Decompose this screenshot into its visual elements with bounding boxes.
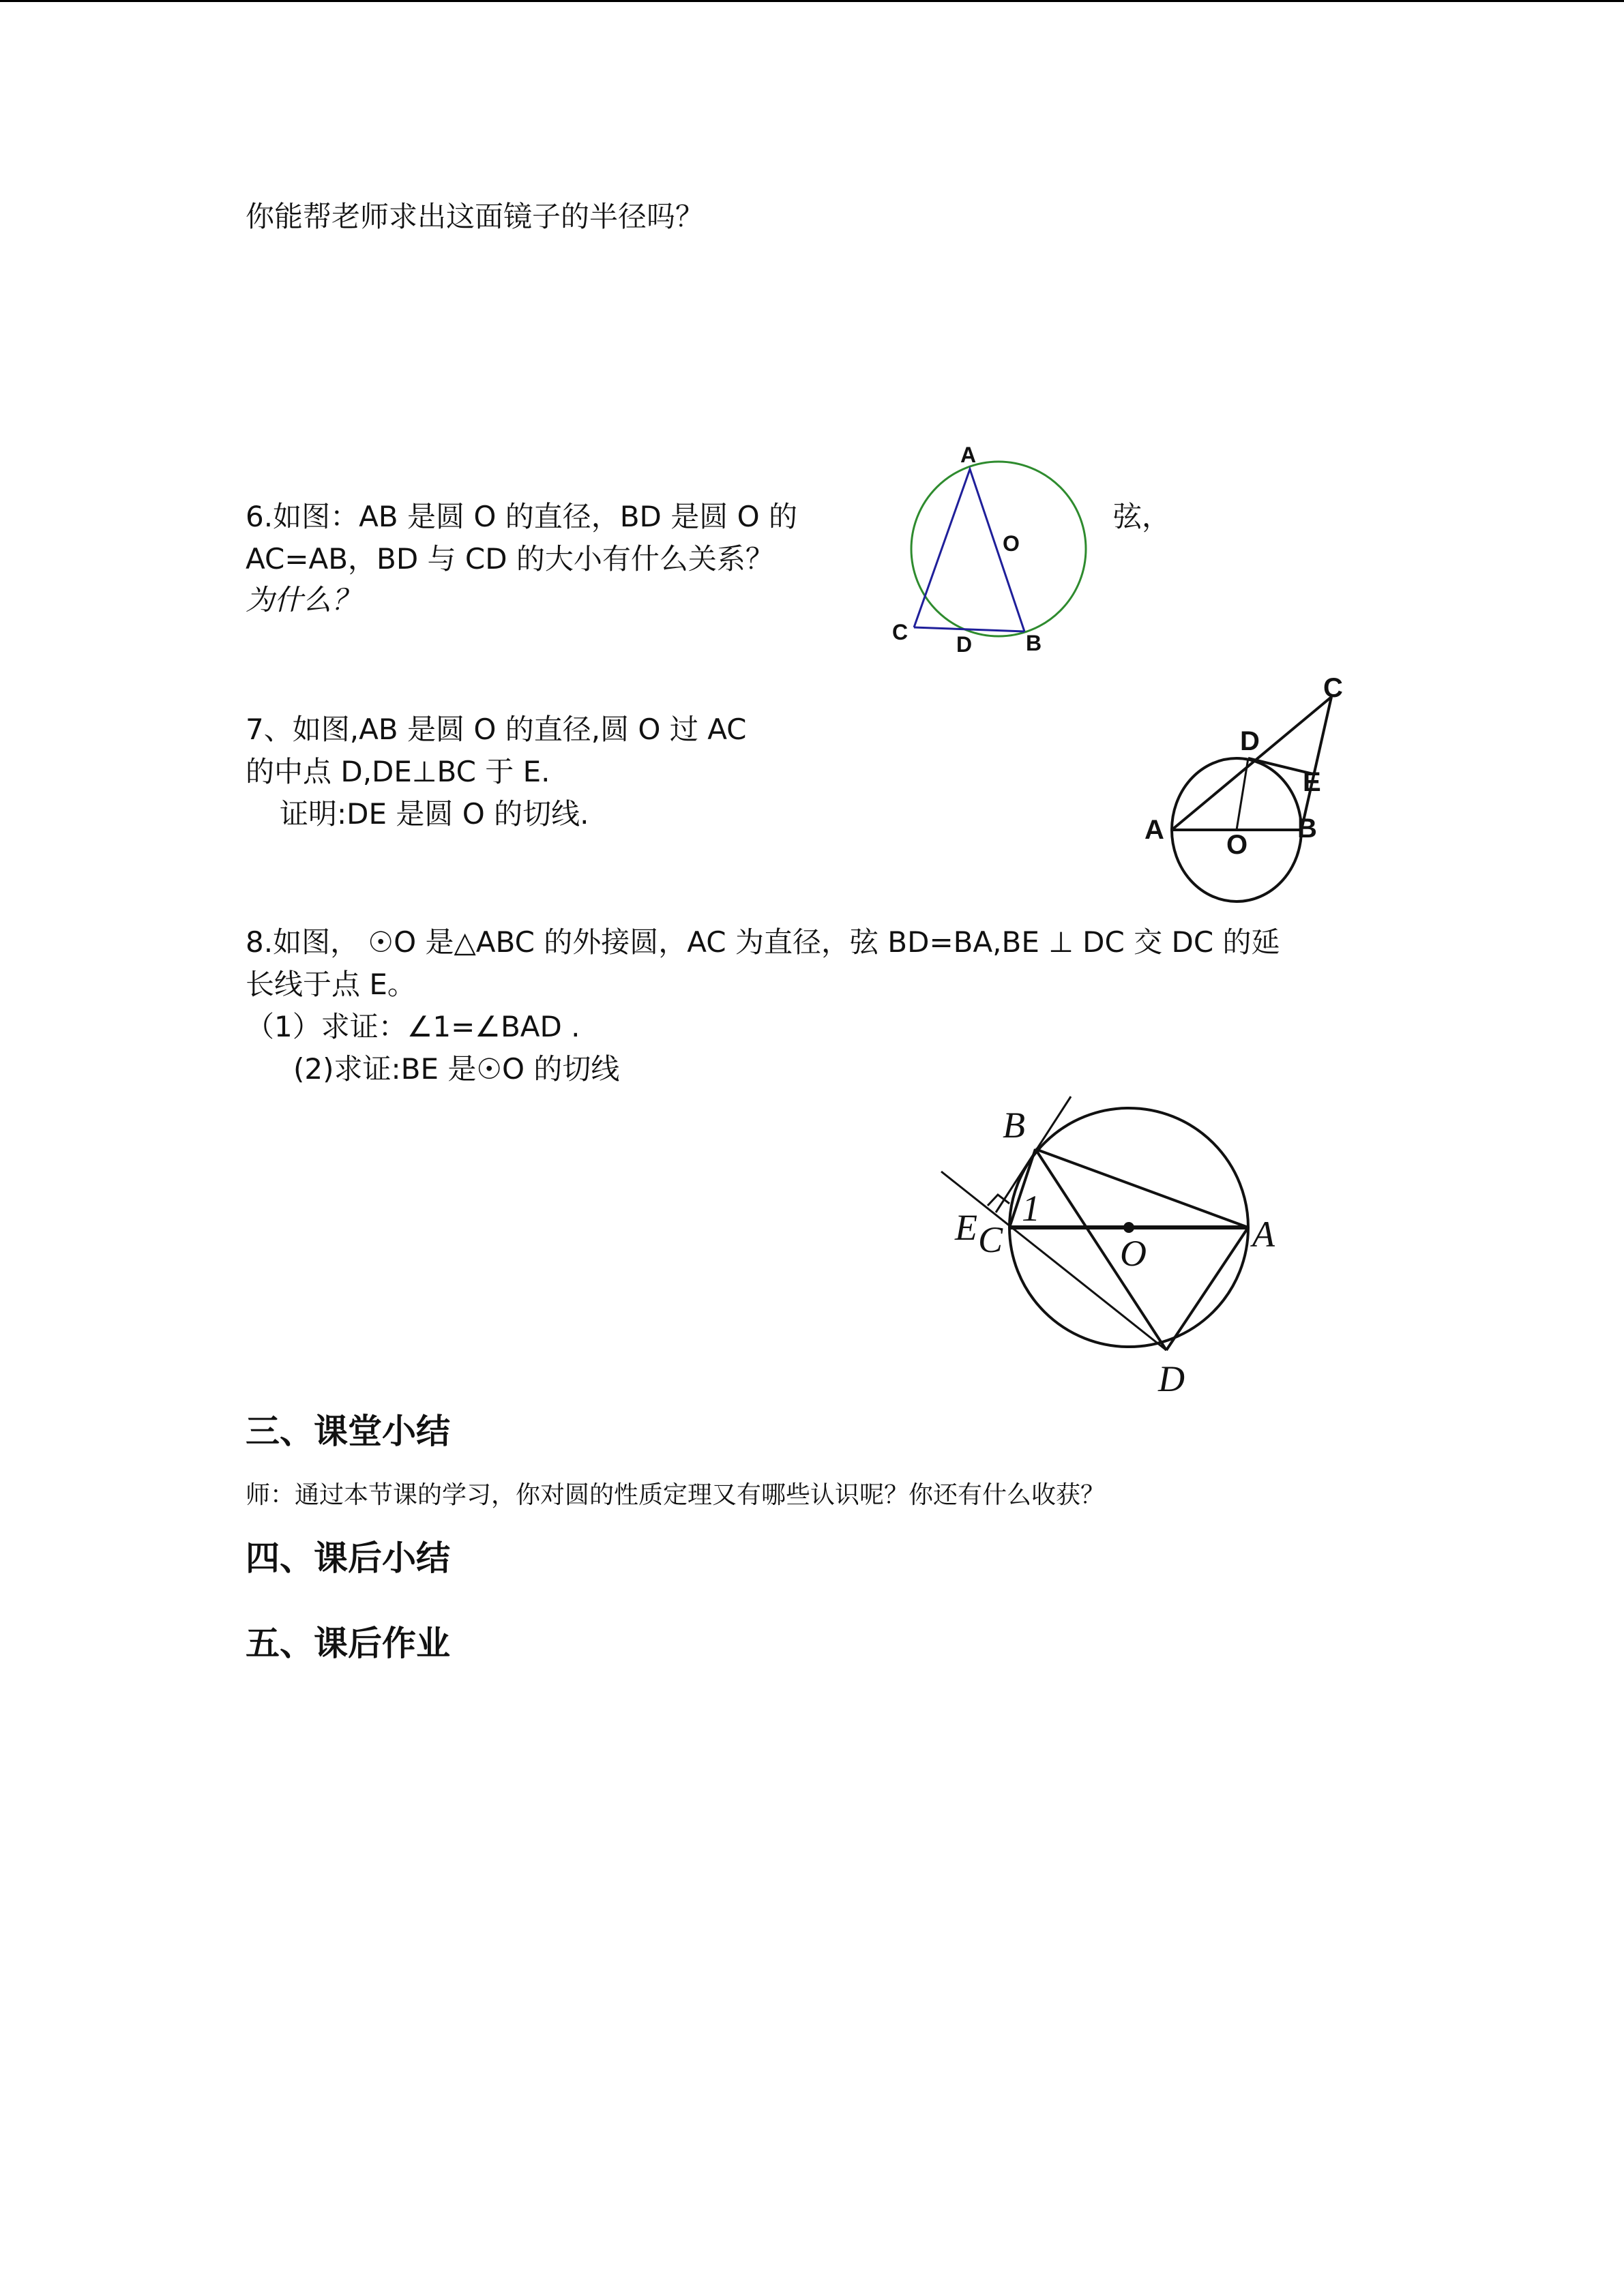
section-4-heading: 四、课后小结 [246, 1538, 450, 1578]
q6-line-3: 为什么？ [246, 583, 361, 616]
section-5-heading: 五、课后作业 [246, 1624, 450, 1663]
q8-figure [934, 1091, 1289, 1405]
q6-line-2: AC=AB，BD 与 CD 的大小有什么关系？ [246, 542, 774, 576]
page-top-border [0, 0, 1624, 2]
q7-label-c: C [1323, 673, 1343, 703]
intro-question: 你能帮老师求出这面镜子的半径吗？ [246, 200, 705, 233]
q8-label-b: B [1003, 1105, 1025, 1146]
q7-figure [1139, 675, 1364, 907]
q8-label-a: A [1252, 1214, 1275, 1255]
q6-figure [887, 436, 1112, 661]
q6-label-o: O [1003, 531, 1020, 556]
section-3-heading: 三、课堂小结 [246, 1412, 450, 1451]
q7-line-od [1237, 758, 1248, 830]
q8-line-2: 长线于点 E。 [246, 968, 416, 1001]
q8-line-3: （1）求证：∠1=∠BAD . [246, 1010, 580, 1043]
q7-label-o: O [1226, 830, 1248, 860]
q7-line-2: 的中点 D,DE⊥BC 于 E. [246, 755, 550, 788]
q6-label-c: C [892, 620, 909, 644]
q7-label-e: E [1303, 767, 1321, 797]
q7-line-3: 证明:DE 是圆 O 的切线. [280, 797, 589, 831]
q8-label-c: C [978, 1219, 1003, 1260]
q6-label-b: B [1026, 631, 1042, 655]
q6-label-d: D [956, 632, 973, 657]
q7-label-a: A [1145, 815, 1164, 845]
q6-line-1: 6.如图：AB 是圆 O 的直径，BD 是圆 O 的 [246, 500, 797, 533]
q7-label-b: B [1297, 814, 1317, 844]
q7-line-1: 7、如图,AB 是圆 O 的直径,圆 O 过 AC [246, 713, 747, 746]
q8-line-ad [1166, 1227, 1248, 1350]
q8-line-4: (2)求证:BE 是☉O 的切线 [293, 1052, 620, 1086]
q7-line-ac [1172, 697, 1331, 830]
q8-line-1: 8.如图， ☉O 是△ABC 的外接圆，AC 为直径，弦 BD=BA,BE ⊥ DC 交 DC 的延 [246, 925, 1280, 959]
q6-circle [911, 462, 1086, 636]
section-3-text: 师：通过本节课的学习，你对圆的性质定理又有哪些认识呢？你还有什么收获？ [246, 1481, 1106, 1509]
q8-center-dot [1123, 1222, 1134, 1233]
q8-line-ba [1035, 1149, 1248, 1227]
q7-label-d: D [1240, 726, 1260, 756]
q6-label-a: A [960, 443, 977, 467]
q8-label-1: 1 [1022, 1188, 1040, 1229]
q6-line-1-end: 弦， [1113, 500, 1171, 533]
q8-label-o: O [1120, 1233, 1147, 1274]
q8-label-d: D [1158, 1358, 1185, 1399]
q8-label-e: E [955, 1207, 977, 1248]
